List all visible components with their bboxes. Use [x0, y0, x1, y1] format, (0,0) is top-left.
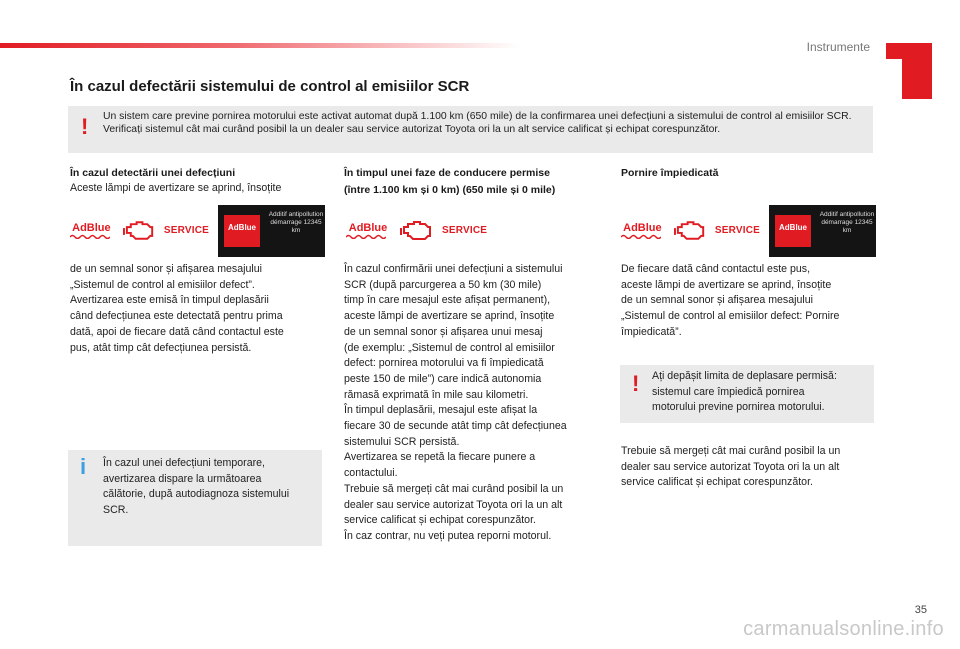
- col3-body: [621, 262, 881, 341]
- text-line: De fiecare dată când contactul este pus,: [621, 263, 811, 275]
- text-line: contactului.: [344, 467, 398, 480]
- adblue-label: AdBlue: [623, 221, 662, 234]
- col3-heading: Pornire împiedicată: [621, 167, 719, 179]
- col2-warning-lamps: [346, 203, 546, 258]
- col1-warning-lamps: [70, 203, 325, 258]
- screen-adblue-badge: AdBlue: [224, 215, 260, 247]
- text-line: SCR.: [103, 504, 129, 517]
- text-line: de un semnal sonor și afișarea mesajului: [70, 263, 262, 275]
- text-line: În cazul confirmării unei defecțiuni a sistemului: [344, 263, 563, 275]
- text-line: aceste lămpi de avertizare se aprind, însoțite: [621, 278, 832, 291]
- col2-heading-line: (între 1.100 km și 0 km) (650 mile și 0 mile): [344, 184, 556, 196]
- text-line: Ați depășit limita de deplasare permisă:: [652, 370, 837, 382]
- col2-heading-line: În timpul unei faze de conducere permise: [344, 167, 550, 179]
- page-number: 35: [914, 604, 927, 616]
- col3-warning-lamps: [621, 203, 876, 258]
- adblue-lamp: [346, 223, 390, 239]
- exclamation-icon: !: [81, 114, 89, 139]
- text-line: timp în care mesajul este afișat permanent),: [344, 294, 551, 307]
- text-line: service calificat și echipat corespunzător.: [621, 476, 813, 489]
- text-line: dealer sau service autorizat Toyota ori la un alt: [621, 460, 840, 473]
- text-line: Trebuie să mergeți cât mai curând posibil la un: [621, 445, 841, 457]
- text-line: (de exemplu: „Sistemul de control al emisiilor: [344, 341, 555, 354]
- header-accent-bar: [0, 43, 520, 48]
- info-icon: i: [80, 454, 87, 479]
- engine-icon: [674, 218, 707, 244]
- column-1: [70, 166, 325, 196]
- col1-heading: În cazul detectării unei defecțiuni: [70, 167, 236, 179]
- adblue-label: AdBlue: [348, 221, 388, 234]
- col3-warning-note: [620, 365, 874, 423]
- text-line: În cazul unei defecțiuni temporare,: [103, 457, 265, 469]
- text-line: când defecțiunea este detectată pentru prima: [70, 310, 283, 323]
- screen-message: Additif antipollution démarrage 12345 km: [819, 210, 875, 235]
- text-line: defect: pornirea motorului va fi împiedicată: [344, 357, 544, 370]
- text-line: SCR (după parcurgerea a 50 km (30 mile): [344, 278, 542, 291]
- page-title: În cazul defectării sistemului de control al emisiilor SCR: [70, 78, 470, 95]
- col2-body: [344, 262, 606, 545]
- warning-note-text: [652, 369, 872, 416]
- watermark: carmanualsonline.info: [743, 618, 944, 640]
- screen-adblue-badge: AdBlue: [775, 215, 811, 247]
- wave-icon: [621, 234, 661, 239]
- engine-icon: [400, 218, 434, 244]
- display-screen: [218, 205, 325, 257]
- column-3: [621, 166, 876, 181]
- section-label: Instrumente: [806, 40, 870, 54]
- intro-warning-box: [68, 106, 873, 153]
- text-line: În caz contrar, nu veți putea reporni motorul.: [344, 529, 552, 542]
- text-line: „Sistemul de control al emisiilor defect: Pornire: [621, 310, 840, 323]
- text-line: avertizarea dispare la următoarea: [103, 472, 262, 485]
- column-2: [344, 166, 604, 198]
- adblue-lamp: [70, 223, 113, 239]
- col1-lead: Aceste lămpi de avertizare se aprind, însoțite: [70, 182, 282, 194]
- text-line: dealer sau service autorizat Toyota ori la un alt: [344, 498, 563, 511]
- text-line: motorului previne pornirea motorului.: [652, 401, 825, 414]
- col3-closing: [621, 444, 881, 491]
- text-line: Trebuie să mergeți cât mai curând posibil la un: [344, 482, 564, 495]
- service-lamp: SERVICE: [714, 225, 760, 236]
- text-line: „Sistemul de control al emisiilor defect”.: [70, 278, 255, 291]
- engine-icon: [123, 218, 156, 244]
- col1-body: [70, 262, 325, 356]
- text-line: Avertizarea este emisă în timpul deplasării: [70, 294, 269, 307]
- service-lamp: SERVICE: [163, 225, 209, 236]
- adblue-lamp: [621, 223, 664, 239]
- service-lamp: SERVICE: [442, 225, 488, 236]
- screen-message: Additif antipollution démarrage 12345 km: [268, 210, 324, 235]
- text-line: dată, apoi de fiecare dată când contactul este: [70, 325, 284, 338]
- text-line: În timpul deplasării, mesajul este afișat la: [344, 404, 538, 417]
- text-line: călătorie, după autodiagnoza sistemului: [103, 488, 290, 501]
- exclamation-icon: !: [632, 371, 640, 396]
- intro-warning-text: Un sistem care previne pornirea motorului este activat automat după 1.100 km (650 mile) de la confirmarea unei defecțiuni a sistemului de control al emisiilor SCR. Verificați sistemul cât mai curând posibil la un dealer sau service autorizat Toyota ori la un alt service calificat și echipat corespunzător.: [103, 111, 852, 135]
- text-line: sistemul care împiedică pornirea: [652, 385, 805, 398]
- chapter-number: [884, 43, 934, 103]
- col1-info-note: [68, 450, 322, 546]
- info-note-text: [103, 456, 318, 519]
- text-line: peste 150 de mile”) care indică autonomia: [344, 372, 542, 385]
- text-line: împiedicată”.: [621, 325, 682, 338]
- text-line: de un semnal sonor și afișarea mesajului: [621, 294, 813, 307]
- wave-icon: [346, 234, 386, 239]
- display-screen: [769, 205, 876, 257]
- adblue-label: AdBlue: [72, 221, 111, 234]
- text-line: aceste lămpi de avertizare se aprind, însoțite: [344, 310, 555, 323]
- text-line: service calificat și echipat corespunzător.: [344, 514, 536, 527]
- text-line: fiecare 30 de secunde atât timp cât defecțiunea: [344, 420, 567, 433]
- text-line: sistemului SCR persistă.: [344, 435, 460, 448]
- wave-icon: [70, 234, 110, 239]
- text-line: Avertizarea se repetă la fiecare punere a: [344, 451, 536, 464]
- text-line: rămasă exprimată în mile sau kilometri.: [344, 388, 529, 401]
- text-line: de un semnal sonor și afișarea unui mesaj: [344, 325, 543, 338]
- text-line: pus, atât timp cât defecțiunea persistă.: [70, 341, 252, 354]
